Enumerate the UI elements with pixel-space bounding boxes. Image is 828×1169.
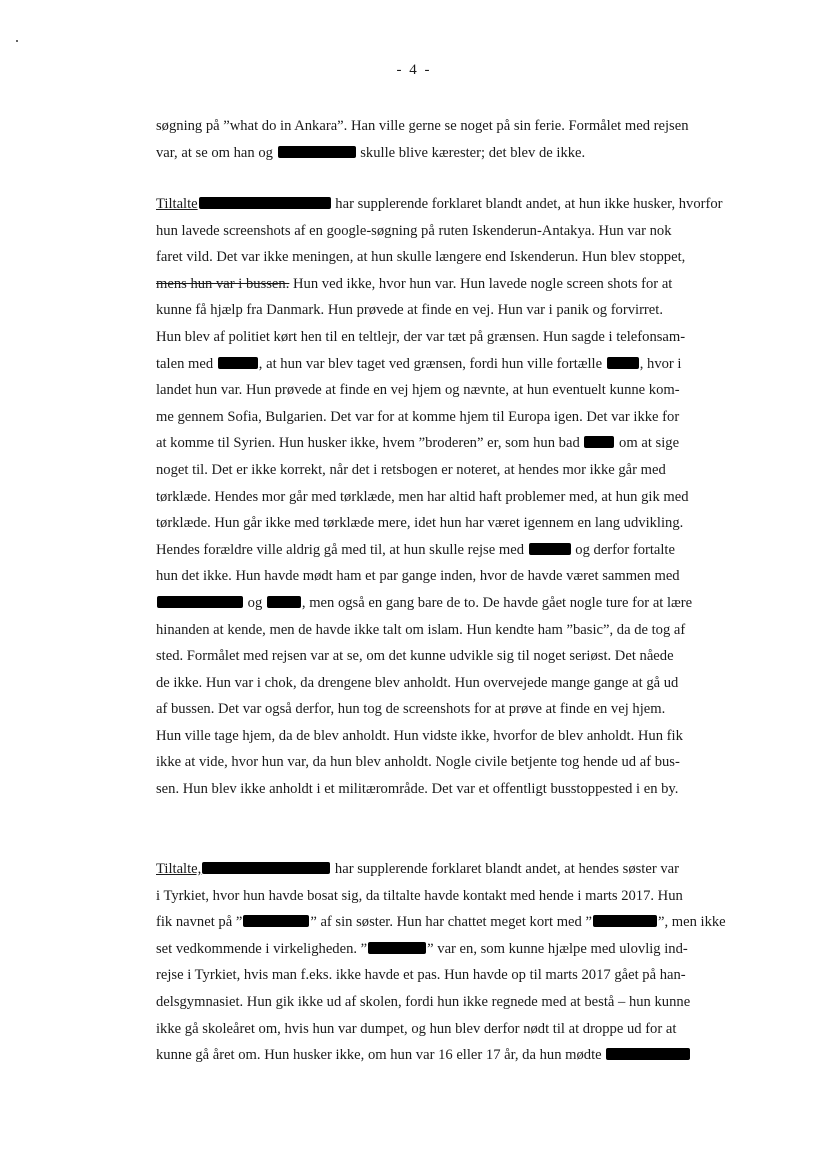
- text-segment: kunne gå året om. Hun husker ikke, om hun var 16 eller 17 år, da hun mødte: [156, 1047, 606, 1064]
- text-segment: og: [244, 594, 266, 611]
- redaction-bar: [606, 1048, 690, 1060]
- text-line: [156, 776, 746, 803]
- redaction-bar: [157, 596, 243, 608]
- text-segment: skulle blive kærester; det blev de ikke.: [356, 144, 586, 161]
- text-segment: har supplerende forklaret blandt andet, at hun ikke husker, hvorfor: [331, 196, 723, 212]
- text-segment: om at sige: [615, 435, 680, 452]
- redaction-bar: [199, 197, 331, 209]
- scan-speck: [16, 40, 18, 42]
- redaction-bar: [278, 146, 356, 158]
- text-line: [156, 140, 746, 167]
- text-segment: i Tyrkiet, hvor hun havde bosat sig, da tiltalte havde kontakt med hende i marts 2017. Hun: [156, 887, 683, 904]
- text-segment: Hendes forældre ville aldrig gå med til, at hun skulle rejse med: [156, 541, 528, 558]
- text-line: [156, 962, 746, 989]
- text-line: [156, 749, 746, 776]
- text-segment: var, at se om han og: [156, 144, 277, 161]
- text-line: [156, 244, 746, 271]
- text-line: [156, 297, 746, 324]
- text-segment: , men også en gang bare de to. De havde gået nogle ture for at lære: [301, 594, 693, 611]
- text-line: [156, 324, 746, 351]
- text-line: [156, 643, 746, 670]
- text-line: [156, 271, 746, 298]
- text-segment: af bussen. Det var også derfor, hun tog de screenshots for at prøve at finde en vej hjem.: [156, 701, 666, 718]
- text-line: [156, 617, 746, 644]
- defendant-label: Tiltalte: [156, 196, 198, 212]
- text-segment: fik navnet på ”: [156, 914, 243, 931]
- text-line: [156, 457, 746, 484]
- redaction-bar: [267, 596, 301, 608]
- text-segment: sen. Hun blev ikke anholdt i et militærområde. Det var et offentligt busstoppested i en by.: [156, 781, 679, 798]
- text-segment: hun det ikke. Hun havde mødt ham et par gange inden, hvor de havde været sammen med: [156, 568, 680, 585]
- text-segment: ” af sin søster. Hun har chattet meget kort med ”: [310, 914, 592, 931]
- text-segment: sted. Formålet med rejsen var at se, om det kunne udvikle sig til noget seriøst. Det nåede: [156, 648, 674, 665]
- text-line: [156, 1016, 746, 1043]
- text-segment: og derfor fortalte: [571, 541, 675, 558]
- text-line: [156, 537, 746, 564]
- text-segment: talen med: [156, 355, 217, 372]
- text-line: [156, 191, 746, 218]
- text-segment: rejse i Tyrkiet, hvis man f.eks. ikke havde et pas. Hun havde op til marts 2017 gået på han-: [156, 967, 686, 984]
- text-line: [156, 936, 746, 963]
- text-line: [156, 404, 746, 431]
- text-segment: mens hun var i bussen.: [156, 275, 290, 292]
- redaction-bar: [584, 436, 614, 448]
- page-number: - 4 -: [396, 62, 432, 78]
- defendant-label: Tiltalte,: [156, 861, 202, 877]
- text-segment: me gennem Sofia, Bulgarien. Det var for at komme hjem til Europa igen. Det var ikke for: [156, 408, 680, 425]
- text-segment: landet hun var. Hun prøvede at finde en vej hjem og nævnte, at hun eventuelt kunne kom-: [156, 382, 680, 399]
- text-line: [156, 430, 746, 457]
- text-segment: faret vild. Det var ikke meningen, at hun skulle længere end Iskenderun. Hun blev stoppet,: [156, 249, 686, 266]
- text-segment: , hvor i: [639, 355, 682, 372]
- paragraph-3: [156, 856, 746, 1069]
- text-line: [156, 351, 746, 378]
- text-segment: hun lavede screenshots af en google-søgning på ruten Iskenderun-Antakya. Hun var nok: [156, 222, 672, 239]
- text-line: [156, 484, 746, 511]
- redaction-bar: [607, 357, 639, 369]
- text-line: [156, 1042, 746, 1069]
- text-line: [156, 723, 746, 750]
- text-segment: kunne få hjælp fra Danmark. Hun prøvede at finde en vej. Hun var i panik og forvirret.: [156, 302, 663, 319]
- redaction-bar: [529, 543, 571, 555]
- text-segment: hinanden at kende, men de havde ikke talt om islam. Hun kendte ham ”basic”, da de tog af: [156, 621, 686, 638]
- redaction-bar: [218, 357, 258, 369]
- text-segment: de ikke. Hun var i chok, da drengene blev anholdt. Hun overvejede mange gange at gå ud: [156, 674, 679, 691]
- text-segment: har supplerende forklaret blandt andet, at hendes søster var: [331, 861, 679, 877]
- text-line: [156, 563, 746, 590]
- text-line: [156, 590, 746, 617]
- text-segment: ikke gå skoleåret om, hvis hun var dumpet, og hun blev derfor nødt til at droppe ud for at: [156, 1020, 677, 1037]
- text-segment: noget til. Det er ikke korrekt, når det i retsbogen er noteret, at hendes mor ikke går med: [156, 461, 666, 478]
- text-segment: delsgymnasiet. Hun gik ikke ud af skolen, fordi hun ikke regnede med at bestå – hun kunne: [156, 993, 691, 1010]
- text-segment: , at hun var blev taget ved grænsen, fordi hun ville fortælle: [258, 355, 606, 372]
- text-segment: Hun ved ikke, hvor hun var. Hun lavede nogle screen shots for at: [289, 275, 673, 292]
- text-segment: søgning på ”what do in Ankara”. Han ville gerne se noget på sin ferie. Formålet med rejsen: [156, 118, 689, 134]
- paragraph-2: [156, 191, 746, 803]
- text-line: [156, 113, 746, 140]
- paragraph-1: [156, 113, 746, 166]
- text-line: [156, 883, 746, 910]
- text-segment: ikke at vide, hvor hun var, da hun blev anholdt. Nogle civile betjente tog hende ud af bus-: [156, 754, 680, 771]
- text-line: [156, 510, 746, 537]
- redaction-bar: [202, 862, 330, 874]
- text-line: [156, 670, 746, 697]
- text-segment: set vedkommende i virkeligheden. ”: [156, 940, 368, 957]
- text-line: [156, 856, 746, 883]
- redaction-bar: [593, 915, 657, 927]
- text-segment: Hun ville tage hjem, da de blev anholdt. Hun vidste ikke, hvorfor de blev anholdt. Hun fik: [156, 727, 683, 744]
- text-segment: ” var en, som kunne hjælpe med ulovlig ind-: [427, 940, 688, 957]
- text-line: [156, 909, 746, 936]
- text-line: [156, 696, 746, 723]
- redaction-bar: [368, 942, 426, 954]
- text-line: [156, 989, 746, 1016]
- text-segment: at komme til Syrien. Hun husker ikke, hvem ”broderen” er, som hun bad: [156, 435, 584, 452]
- text-segment: Hun blev af politiet kørt hen til en teltlejr, der var tæt på grænsen. Hun sagde i telefonsam-: [156, 328, 686, 345]
- text-segment: tørklæde. Hun går ikke med tørklæde mere, idet hun har været igennem en lang udvikling.: [156, 515, 684, 532]
- text-line: [156, 218, 746, 245]
- text-segment: tørklæde. Hendes mor går med tørklæde, men har altid haft problemer med, at hun gik med: [156, 488, 689, 505]
- text-segment: ”, men ikke: [657, 914, 726, 931]
- text-line: [156, 377, 746, 404]
- redaction-bar: [243, 915, 309, 927]
